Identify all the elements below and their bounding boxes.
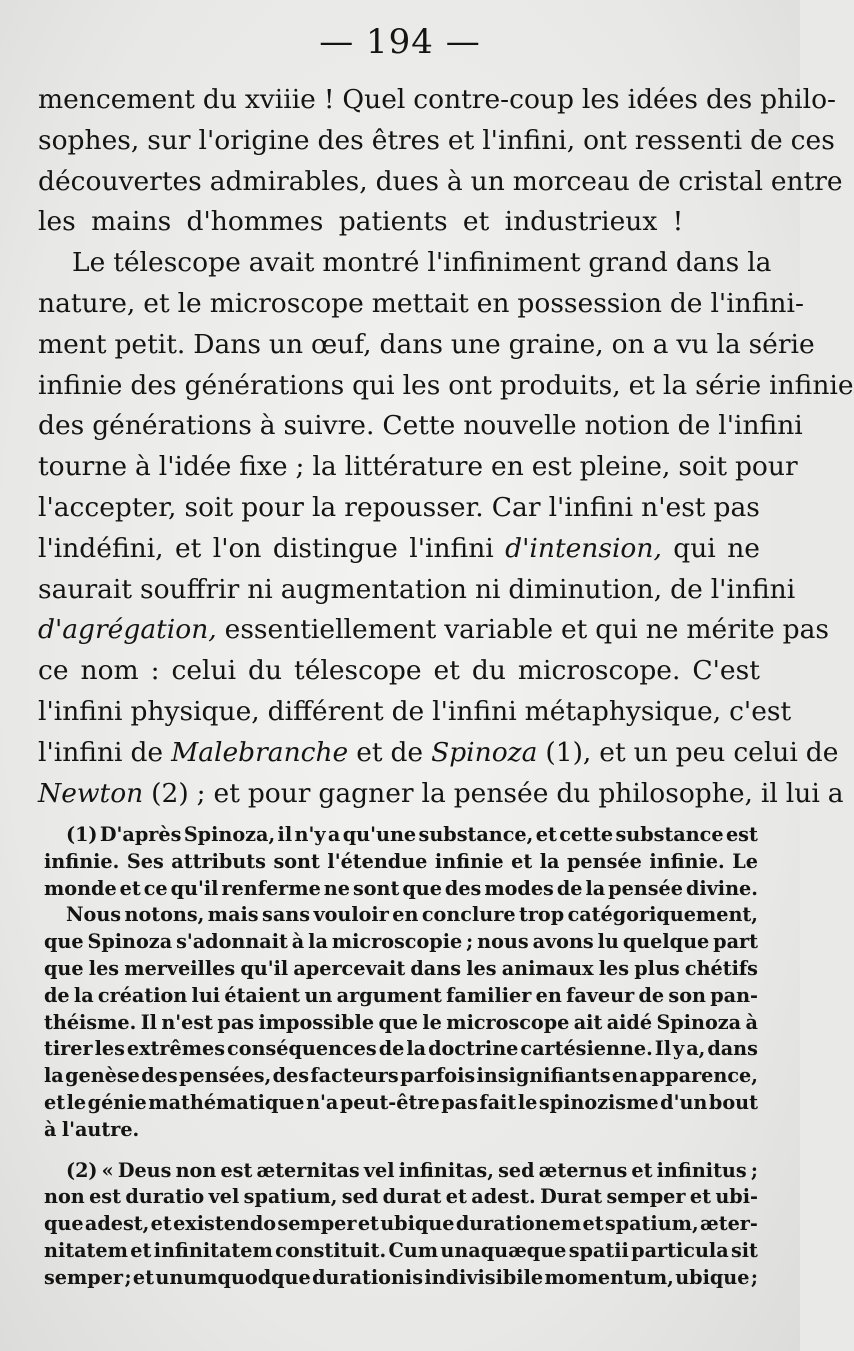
footnote-line: tirer les extrêmes conséquences de la doctrine cartésienne. Il y a, dans: [44, 1037, 758, 1061]
body-text: [38, 80, 854, 814]
text-line: infinie des générations qui les ont produits, et la série infinie: [38, 369, 854, 401]
footnote-line: la genèse des pensées, des facteurs parfois insignifiants en apparence,: [44, 1064, 758, 1088]
text-line: l'accepter, soit pour la repousser. Car l'infini n'est pas: [38, 491, 760, 523]
text-line: l'infini de Malebranche et de Spinoza (1), et un peu celui de: [38, 736, 839, 768]
text-line: l'indéfini, et l'on distingue l'infini d'intension, qui ne: [38, 532, 760, 564]
footnote-line: (1) D'après Spinoza, il n'y a qu'une substance, et cette substance est: [66, 823, 758, 846]
footnote-line: de la création lui étaient un argument familier en faveur de son pan-: [44, 983, 758, 1007]
footnote-line: semper ; et unumquodque durationis indivisibile momentum, ubique ;: [44, 1265, 758, 1289]
text-line: mencement du xviiie ! Quel contre-coup les idées des philo-: [38, 84, 837, 115]
text-line: ce nom : celui du télescope et du microscope. C'est: [38, 655, 760, 687]
text-line: des générations à suivre. Cette nouvelle notion de l'infini: [38, 410, 803, 442]
text-line: Le télescope avait montré l'infiniment grand dans la: [72, 247, 772, 279]
footnote-line: et le génie mathématique n'a peut-être pas fait le spinozisme d'un bout: [44, 1090, 758, 1114]
footnote-line: non est duratio vel spatium, sed durat et adest. Durat semper et ubi-: [44, 1185, 758, 1209]
footnotes: [44, 822, 758, 1292]
footnote-line: nitatem et infinitatem constituit. Cum unaquæque spatii particula sit: [44, 1238, 758, 1262]
footnote-line: (2) « Deus non est æternitas vel infinitas, sed æternus et infinitus ;: [66, 1158, 758, 1182]
text-line: nature, et le microscope mettait en possession de l'infini-: [38, 287, 804, 319]
text-line: d'agrégation, essentiellement variable et qui ne mérite pas: [38, 614, 829, 646]
footnote-line: monde et ce qu'il renferme ne sont que des modes de la pensée divine.: [44, 876, 758, 900]
text-line: saurait souffrir ni augmentation ni diminution, de l'infini: [38, 573, 796, 605]
footnote-line: infinie. Ses attributs sont l'étendue infinie et la pensée infinie. Le: [44, 849, 758, 873]
footnote-line: que adest, et existendo semper et ubique durationem et spatium, æter-: [44, 1212, 758, 1236]
text-line: les mains d'hommes patients et industrieux !: [38, 206, 684, 238]
page-number: — 194 —: [319, 22, 481, 62]
footnote-line: que les merveilles qu'il apercevait dans les animaux les plus chétifs: [44, 956, 758, 980]
footnote-line: Nous notons, mais sans vouloir en conclure trop catégoriquement,: [66, 903, 758, 927]
footnote-line: à l'autre.: [44, 1117, 140, 1141]
text-line: découvertes admirables, dues à un morceau de cristal entre: [38, 165, 843, 197]
text-line: ment petit. Dans un œuf, dans une graine, on a vu la série: [38, 328, 815, 360]
text-line: l'infini physique, différent de l'infini métaphysique, c'est: [38, 695, 792, 727]
text-line: sophes, sur l'origine des êtres et l'infini, ont ressenti de ces: [38, 124, 835, 156]
text-line: tourne à l'idée fixe ; la littérature en est pleine, soit pour: [38, 451, 798, 483]
footnote-line: que Spinoza s'adonnait à la microscopie ; nous avons lu quelque part: [44, 930, 758, 954]
footnote-line: théisme. Il n'est pas impossible que le microscope ait aidé Spinoza à: [44, 1010, 758, 1034]
text-line: Newton (2) ; et pour gagner la pensée du philosophe, il lui a: [38, 777, 844, 809]
